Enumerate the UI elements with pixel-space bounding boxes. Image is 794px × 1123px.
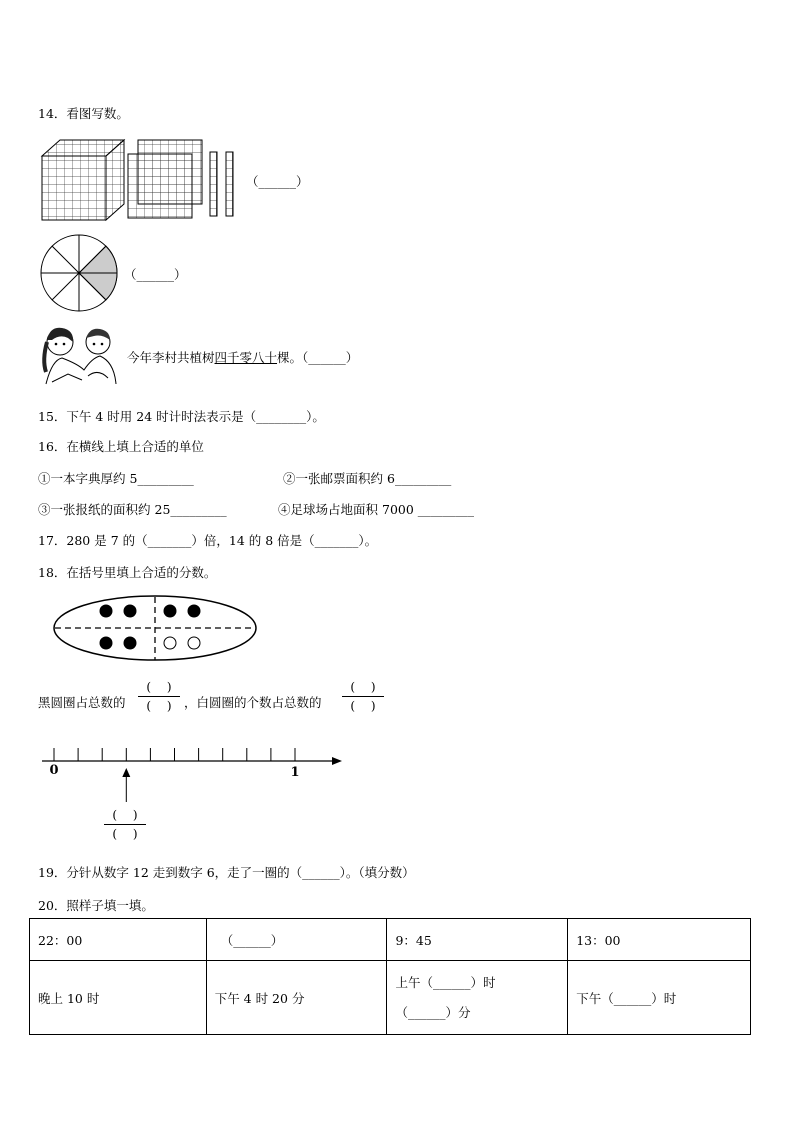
table-row xyxy=(30,919,751,961)
q14-answer-1[interactable]: （______） xyxy=(246,174,309,189)
white-circle xyxy=(188,637,200,649)
black-circle xyxy=(164,605,176,617)
ten-rod-2 xyxy=(226,152,233,216)
number-line xyxy=(40,740,346,810)
table-cell: 13：00 xyxy=(568,919,751,961)
q17-text: 17．280 是 7 的（_______）倍，14 的 8 倍是（_______）。 xyxy=(38,533,378,548)
q16-item-3: ③一张报纸的面积约 25_________ xyxy=(38,502,227,517)
base-ten-blocks-figure xyxy=(40,136,250,221)
table-cell: 9：45 xyxy=(387,919,568,961)
table-cell: 下午 4 时 20 分 xyxy=(206,961,387,1035)
fraction-circle-figure xyxy=(40,234,120,314)
q18-sentence-a: 黑圆圈占总数的 xyxy=(38,695,126,710)
q16-item-4: ④足球场占地面积 7000 _________ xyxy=(278,502,475,517)
table-row xyxy=(30,961,751,1035)
fraction-white[interactable]: ( ) ( ) xyxy=(342,680,384,713)
black-circle xyxy=(124,605,136,617)
q18-title: 18．在括号里填上合适的分数。 xyxy=(38,565,217,580)
black-circle xyxy=(124,637,136,649)
up-arrow-icon xyxy=(122,768,130,802)
table-cell-blank[interactable]: 下午（______）时 xyxy=(568,961,751,1035)
q19-text: 19．分针从数字 12 走到数字 6，走了一圈的（______）。（填分数） xyxy=(38,865,415,880)
circles-ellipse-figure xyxy=(52,594,258,664)
q16-title: 16．在横线上填上合适的单位 xyxy=(38,439,204,454)
q15-text: 15．下午 4 时用 24 时计时法表示是（________）。 xyxy=(38,409,325,424)
q16-item-2: ②一张邮票面积约 6_________ xyxy=(283,471,452,486)
number-line-start-label: 0 xyxy=(49,763,59,778)
table-cell-blank[interactable]: （______） xyxy=(206,919,387,961)
table-cell: 晚上 10 时 xyxy=(30,961,207,1035)
children-illustration xyxy=(38,324,122,386)
thousand-cube xyxy=(42,140,124,220)
q18-sentence-b: ，白圆圈的个数占总数的 xyxy=(184,695,322,710)
q14-answer-2[interactable]: （______） xyxy=(124,267,187,282)
table-cell: 22：00 xyxy=(30,919,207,961)
hundred-flat-front xyxy=(128,154,192,218)
q14-sentence: 今年李村共植树四千零八十棵。（______） xyxy=(127,350,359,365)
fraction-numberline[interactable]: ( ) ( ) xyxy=(104,808,146,841)
black-circle xyxy=(100,637,112,649)
number-line-end-label: 1 xyxy=(290,765,300,780)
black-circle xyxy=(100,605,112,617)
q20-title: 20．照样子填一填。 xyxy=(38,898,154,913)
q20-table xyxy=(29,918,751,1035)
ten-rod-1 xyxy=(210,152,217,216)
white-circle xyxy=(164,637,176,649)
fraction-black[interactable]: ( ) ( ) xyxy=(138,680,180,713)
table-cell-blank[interactable]: 上午（______）时 （______）分 xyxy=(387,961,568,1035)
q16-item-1: ①一本字典厚约 5_________ xyxy=(38,471,194,486)
q14-title: 14．看图写数。 xyxy=(38,106,129,121)
black-circle xyxy=(188,605,200,617)
